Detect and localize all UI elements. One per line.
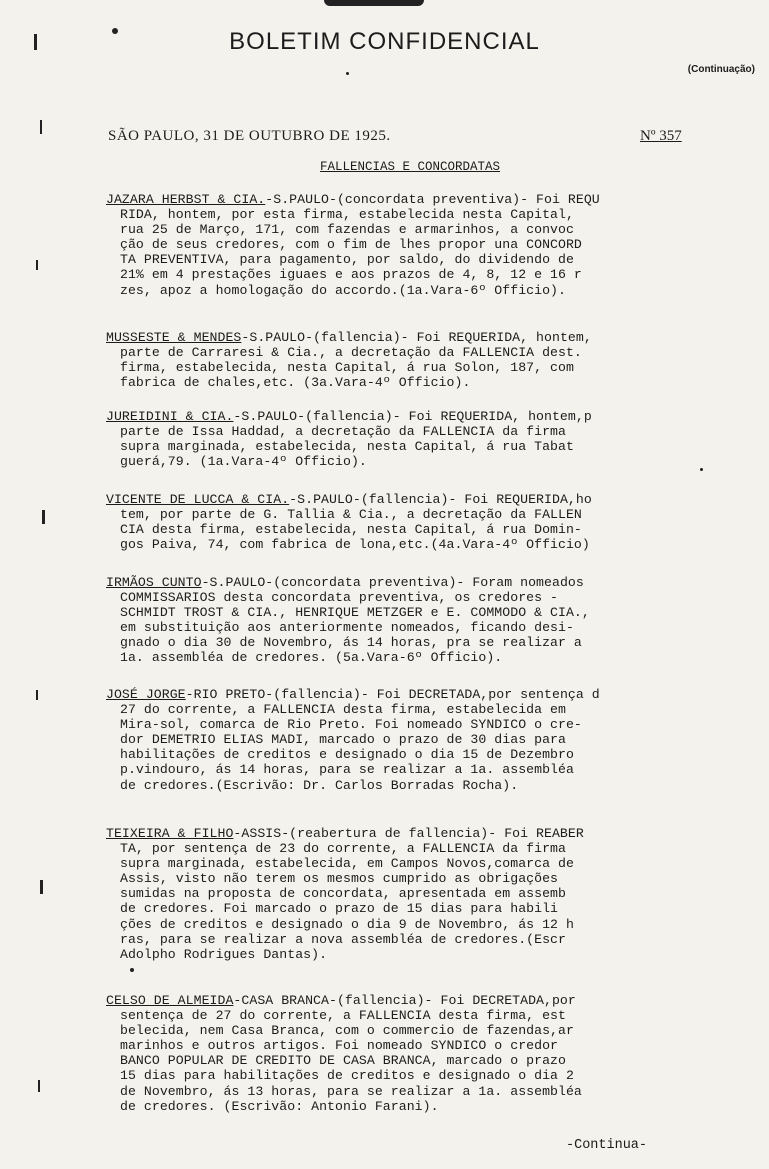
notice-line: Assis, visto não terem os mesmos cumprido as obrigações [120,871,559,887]
scan-mark [700,468,703,471]
scan-mark [40,120,42,134]
notice-line: de credores. (Escrivão: Antonio Farani). [120,1098,439,1114]
notice-line: gos Paiva, 74, com fabrica de lona,etc.(4a.Vara-4º Officio) [120,537,590,553]
notice-line: 15 dias para habilitações de creditos e designado o dia 2 [120,1068,574,1084]
notice-first-line [106,192,706,207]
notice-entry [106,575,706,666]
continuation-label: (Continuação) [687,64,755,75]
notice-line: parte de Issa Haddad, a decretação da FALLENCIA da firma [120,424,566,440]
notice-entry [106,330,706,390]
notice-line: supra marginada, estabelecida, nesta Capital, á rua Tabat [120,439,574,455]
bulletin-title: BOLETIM CONFIDENCIAL [229,28,540,55]
dateline: SÃO PAULO, 31 DE OUTUBRO DE 1925. [108,128,391,144]
notice-line: sumidas na proposta de concordata, apresentada em assemb [120,886,566,902]
scan-mark [346,72,349,75]
notice-first-line [106,492,706,507]
company-name: MUSSESTE & MENDES [106,330,242,345]
notice-first-line [106,330,706,345]
notice-line: supra marginada, estabelecida, em Campos Novos,comarca de [120,856,574,872]
company-name: IRMÃOS CUNTO [106,575,202,590]
notice-line: 21% em 4 prestações iguaes e aos prazos de 4, 8, 12 e 16 r [120,267,582,283]
notice-headline: -S.PAULO-(fallencia)- Foi REQUERIDA, hontem,p [233,409,592,424]
notice-line: 1a. assembléa de credores. (5a.Vara-6º Officio). [120,650,503,666]
notice-entry [106,409,706,469]
notice-entry [106,687,706,793]
notice-headline: -CASA BRANCA-(fallencia)- Foi DECRETADA,por [233,993,576,1008]
company-name: JUREIDINI & CIA. [106,409,234,424]
notice-line: dor DEMETRIO ELIAS MADI, marcado o prazo de 30 dias para [120,732,566,748]
notice-line: ras, para se realizar a nova assembléa de credores.(Escr [120,931,566,947]
notice-line: de credores. Foi marcado o prazo de 15 dias para habili [120,901,559,917]
notice-line: de credores.(Escrivão: Dr. Carlos Borradas Rocha). [120,777,519,793]
scan-mark [42,510,45,524]
notice-line: parte de Carraresi & Cia., a decretação da FALLENCIA dest. [120,345,582,361]
notice-first-line [106,409,706,424]
notice-line: 27 do corrente, a FALLENCIA desta firma, estabelecida em [120,702,566,718]
company-name: JAZARA HERBST & CIA. [106,192,266,207]
notice-line: ções de creditos e designado o dia 9 de Novembro, ás 12 h [120,916,574,932]
section-heading: FALLENCIAS E CONCORDATAS [319,160,501,174]
notice-line: marinhos e outros artigos. Foi nomeado SYNDICO o credor [120,1038,559,1054]
notice-line: belecida, nem Casa Branca, com o commercio de fazendas,ar [120,1023,574,1039]
notice-entry [106,492,706,552]
notice-headline: -S.PAULO-(fallencia)- Foi REQUERIDA, hontem, [241,330,592,345]
notice-line: Adolpho Rodrigues Dantas). [120,946,328,962]
notice-line: tem, por parte de G. Tallia & Cia., a decretação da FALLEN [120,507,582,523]
notice-headline: -S.PAULO-(fallencia)- Foi REQUERIDA,ho [289,492,592,507]
notice-headline: -S.PAULO-(concordata preventiva)- Foi REQU [265,192,600,207]
bulletin-number: Nº 357 [640,128,682,144]
notice-line: SCHMIDT TROST & CIA., HENRIQUE METZGER e E. COMMODO & CIA., [120,605,590,621]
notice-headline: -RIO PRETO-(fallencia)- Foi DECRETADA,por sentença d [185,687,600,702]
notice-line: gnado o dia 30 de Novembro, ás 14 horas, pra se realizar a [120,635,582,651]
notice-line: TA, por sentença de 23 do corrente, a FALLENCIA da firma [120,841,566,857]
notice-line: habilitações de creditos e designado o dia 15 de Dezembro [120,747,574,763]
scan-mark [36,690,38,700]
continua-label: -Continua- [566,1138,648,1153]
notice-line: fabrica de chales,etc. (3a.Vara-4º Officio). [120,375,471,391]
notice-line: COMMISSARIOS desta concordata preventiva, os credores - [120,590,559,606]
notice-entry [106,826,706,962]
notice-headline: -S.PAULO-(concordata preventiva)- Foram nomeados [201,575,584,590]
scan-mark [34,34,37,50]
notice-line: BANCO POPULAR DE CREDITO DE CASA BRANCA, marcado o prazo [120,1053,566,1069]
notice-entry [106,993,706,1114]
scan-mark [130,968,134,972]
notice-line: firma, estabelecida, nesta Capital, á rua Solon, 187, com [120,360,574,376]
notice-line: zes, apoz a homologação do accordo.(1a.Vara-6º Officio). [120,282,566,298]
company-name: VICENTE DE LUCCA & CIA. [106,492,290,507]
notice-line: em substituição aos anteriormente nomeados, ficando desi- [120,620,574,636]
notice-line: de Novembro, ás 13 horas, para se realizar a 1a. assembléa [120,1083,582,1099]
notice-line: TA PREVENTIVA, para pagamento, por saldo, do dividendo de [120,252,574,268]
notice-first-line [106,826,706,841]
notice-line: guerá,79. (1a.Vara-4º Officio). [120,454,367,470]
notice-line: CIA desta firma, estabelecida, nesta Capital, á rua Domin- [120,522,582,538]
notice-line: Mira-sol, comarca de Rio Preto. Foi nomeado SYNDICO o cre- [120,717,582,733]
scan-mark [112,28,118,34]
scan-mark [36,260,38,270]
company-name: CELSO DE ALMEIDA [106,993,234,1008]
notice-line: RIDA, hontem, por esta firma, estabelecida nesta Capital, [120,207,574,223]
scan-mark [324,0,424,6]
notice-first-line [106,993,706,1008]
notice-line: rua 25 de Março, 171, com fazendas e armarinhos, a convoc [120,222,574,238]
scan-mark [40,880,43,894]
company-name: JOSÉ JORGE [106,687,186,702]
notice-first-line [106,687,706,702]
notice-line: ção de seus credores, com o fim de lhes propor una CONCORD [120,237,582,253]
company-name: TEIXEIRA & FILHO [106,826,234,841]
notice-line: p.vindouro, ás 14 horas, para se realizar a 1a. assembléa [120,762,574,778]
notice-line: sentença de 27 do corrente, a FALLENCIA desta firma, est [120,1008,566,1024]
scan-mark [38,1080,40,1092]
notice-entry [106,192,706,298]
notice-first-line [106,575,706,590]
notice-headline: -ASSIS-(reabertura de fallencia)- Foi REABER [233,826,584,841]
